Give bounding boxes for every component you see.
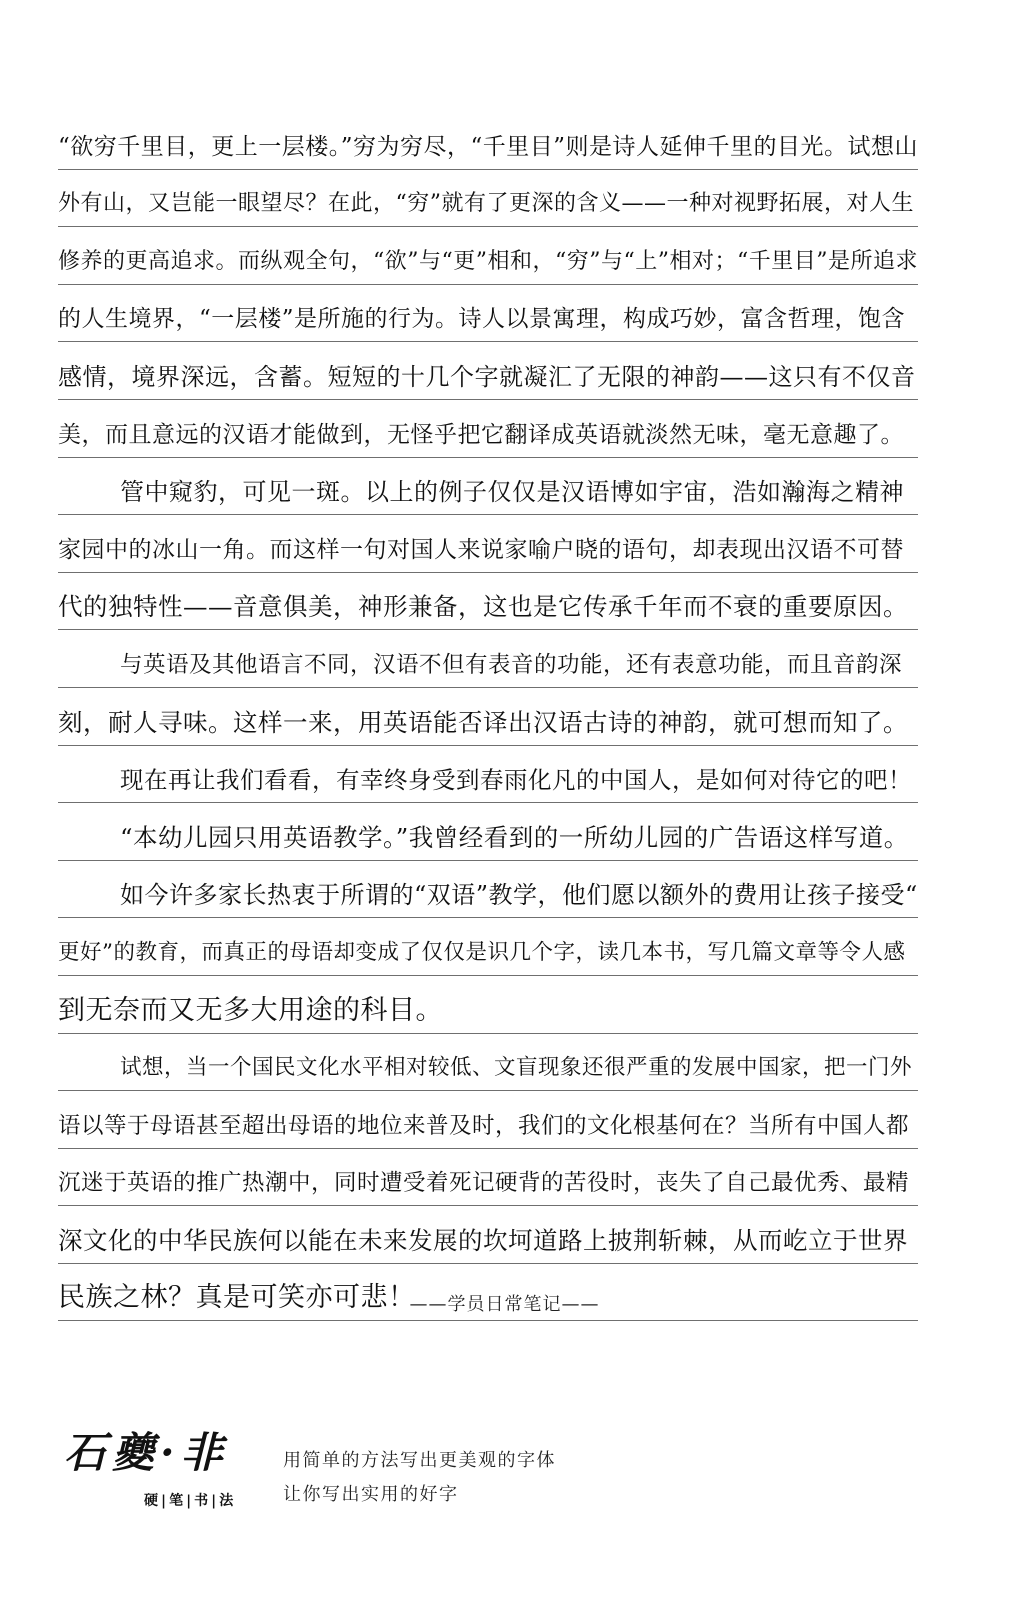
slogan-line-1: 用简单的方法写出更美观的字体 — [283, 1450, 556, 1471]
note-line-text: 如今许多家长热衷于所谓的“双语”教学，他们愿以额外的费用让孩子接受“ — [120, 881, 918, 910]
note-line-text: 修养的更高追求。而纵观全句，“欲”与“更”相和，“穷”与“上”相对；“千里目”是所追求 — [58, 248, 918, 274]
note-line-text: 感情，境界深远，含蓄。短短的十几个字就凝汇了无限的神韵——这只有不仅音 — [58, 362, 916, 391]
note-line — [58, 400, 918, 458]
note-line-text: 试想，当一个国民文化水平相对较低、文盲现象还很严重的发展中国家，把一门外 — [120, 1055, 913, 1081]
brand-subtitle: 硬|笔|书|法 — [144, 1493, 237, 1509]
note-line-text: 到无奈而又无多大用途的科目。 — [58, 994, 443, 1026]
note-line-text: 更好”的教育，而真正的母语却变成了仅仅是识几个字，读几本书，写几篇文章等令人感 — [58, 939, 906, 965]
note-line-text: 刻，耐人寻味。这样一来，用英语能否译出汉语古诗的神韵，就可想而知了。 — [58, 707, 908, 737]
note-line — [58, 573, 918, 631]
note-line-text: 外有山，又岂能一眼望尽？在此，“穷”就有了更深的含义——一种对视野拓展，对人生 — [58, 191, 914, 217]
slogan-line-2: 让你写出实用的好字 — [283, 1484, 459, 1505]
note-line — [58, 458, 918, 516]
note-line-text: 管中窥豹，可见一斑。以上的例子仅仅是汉语博如宇宙，浩如瀚海之精神 — [120, 478, 904, 507]
note-line — [58, 515, 918, 573]
note-line — [58, 803, 918, 861]
note-line-text: 语以等于母语甚至超出母语的地位来普及时，我们的文化根基何在？当所有中国人都 — [58, 1112, 910, 1139]
note-line-text: 民族之林？真是可笑亦可悲！ — [58, 1282, 416, 1314]
note-line — [58, 1091, 918, 1149]
note-line — [58, 630, 918, 688]
note-line-text: 沉迷于英语的推广热潮中，同时遭受着死记硬背的苦役时，丧失了自己最优秀、最精 — [58, 1170, 910, 1197]
note-line-text: 与英语及其他语言不同，汉语不但有表音的功能，还有表意功能，而且音韵深 — [120, 651, 903, 678]
note-line — [58, 976, 918, 1034]
note-line — [58, 746, 918, 804]
page-caption: ——学员日常笔记—— — [409, 1294, 600, 1315]
brand-slogans — [283, 1444, 556, 1512]
note-line-text: 的人生境界，“一层楼”是所施的行为。诗人以景寓理，构成巧妙，富含哲理，饱含 — [58, 306, 906, 333]
note-line — [58, 861, 918, 919]
brand-name: 石夔·非 — [64, 1428, 229, 1477]
note-line-text: “欲穷千里目，更上一层楼。”穷为穷尽，“千里目”则是诗人延伸千里的目光。试想山 — [58, 133, 918, 160]
note-line — [58, 170, 918, 228]
note-line-text: 深文化的中华民族何以能在未来发展的坎坷道路上披荆斩棘，从而屹立于世界 — [58, 1225, 908, 1255]
note-line — [58, 1206, 918, 1264]
ruled-lines — [58, 112, 918, 1321]
note-line — [58, 112, 918, 170]
note-line-text: 代的独特性——音意俱美，神形兼备，这也是它传承千年而不衰的重要原因。 — [58, 592, 908, 622]
note-line — [58, 227, 918, 285]
note-line — [58, 342, 918, 400]
note-line — [58, 285, 918, 343]
note-line — [58, 688, 918, 746]
note-line — [58, 918, 918, 976]
note-line — [58, 1149, 918, 1207]
brand-logo — [64, 1428, 254, 1510]
note-line — [58, 1034, 918, 1092]
note-line-text: 现在再让我们看看，有幸终身受到春雨化凡的中国人，是如何对待它的吧！ — [120, 766, 912, 795]
note-line-text: “本幼儿园只用英语教学。”我曾经看到的一所幼儿园的广告语这样写道。 — [120, 822, 909, 852]
note-line-text: 美，而且意远的汉语才能做到，无怪乎把它翻译成英语就淡然无味，毫无意趣了。 — [58, 421, 904, 448]
note-line-text: 家园中的冰山一角。而这样一句对国人来说家喻户晓的语句，却表现出汉语不可替 — [58, 536, 904, 563]
